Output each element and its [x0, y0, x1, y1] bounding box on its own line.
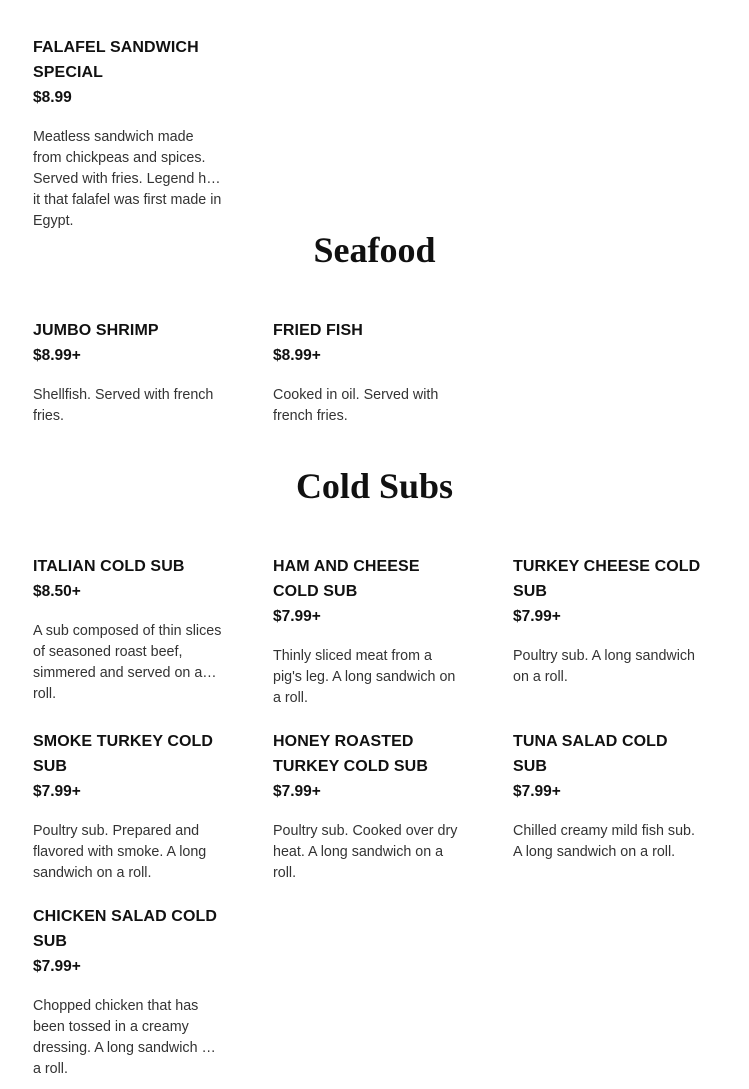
item-description: Chilled creamy mild fish sub. A long sandwich on a roll.	[513, 823, 695, 860]
menu-item-italian-cold-sub[interactable]	[33, 554, 223, 702]
item-price: $8.50+	[33, 583, 81, 600]
section-title-seafood: Seafood	[313, 230, 436, 270]
item-description: Meatless sandwich made from chickpeas and spices. Served with fries. Legend has it that falafel was first made in Egypt.	[33, 129, 222, 229]
item-name: HONEY ROASTED TURKEY COLD SUB	[273, 733, 428, 775]
item-name: HAM AND CHEESE COLD SUB	[273, 558, 420, 600]
menu-item-ham-and-cheese-cold-sub[interactable]	[273, 554, 463, 709]
menu-item-smoke-turkey-cold-sub[interactable]	[33, 729, 223, 884]
menu-item-honey-roasted-turkey-cold-sub[interactable]	[273, 729, 463, 884]
item-name: FRIED FISH	[273, 322, 363, 339]
item-description: Thinly sliced meat from a pig's leg. A long sandwich on a roll.	[273, 648, 456, 706]
item-name: TUNA SALAD COLD SUB	[513, 733, 668, 775]
item-name: TURKEY CHEESE COLD SUB	[513, 558, 701, 600]
section-title-cold-subs: Cold Subs	[295, 466, 454, 506]
item-description: Chopped chicken that has been tossed in a creamy dressing. A long sandwich on a roll.	[33, 998, 218, 1077]
item-price: $7.99+	[513, 783, 561, 800]
item-price: $7.99+	[273, 608, 321, 625]
item-price: $7.99+	[273, 783, 321, 800]
item-description: Poultry sub. A long sandwich on a roll.	[513, 648, 695, 685]
item-name: JUMBO SHRIMP	[33, 322, 159, 339]
menu-item-fried-fish[interactable]	[273, 318, 463, 427]
item-price: $7.99+	[33, 783, 81, 800]
item-name: SMOKE TURKEY COLD SUB	[33, 733, 214, 775]
item-description: Poultry sub. Cooked over dry heat. A long sandwich on a roll.	[273, 823, 458, 881]
item-price: $7.99+	[33, 958, 81, 975]
menu-item-chicken-salad-cold-sub[interactable]	[33, 904, 223, 1077]
item-description: Poultry sub. Prepared and flavored with smoke. A long sandwich on a roll.	[33, 823, 207, 881]
item-description: Cooked in oil. Served with french fries.	[273, 387, 439, 424]
item-price: $8.99	[33, 89, 72, 106]
item-name: FALAFEL SANDWICH SPECIAL	[33, 39, 199, 81]
item-price: $7.99+	[513, 608, 561, 625]
item-price: $8.99+	[33, 347, 81, 364]
menu-item-tuna-salad-cold-sub[interactable]	[513, 729, 703, 863]
item-description: Shellfish. Served with french fries.	[33, 387, 214, 424]
menu-item-falafel-sandwich-special[interactable]	[33, 35, 223, 229]
item-description: A sub composed of thin slices of seasoned roast beef, simmered and served on a roll.	[33, 623, 222, 702]
menu-item-jumbo-shrimp[interactable]	[33, 318, 223, 427]
menu-item-turkey-cheese-cold-sub[interactable]	[513, 554, 703, 688]
item-price: $8.99+	[273, 347, 321, 364]
item-name: ITALIAN COLD SUB	[33, 558, 185, 575]
item-name: CHICKEN SALAD COLD SUB	[33, 908, 218, 950]
